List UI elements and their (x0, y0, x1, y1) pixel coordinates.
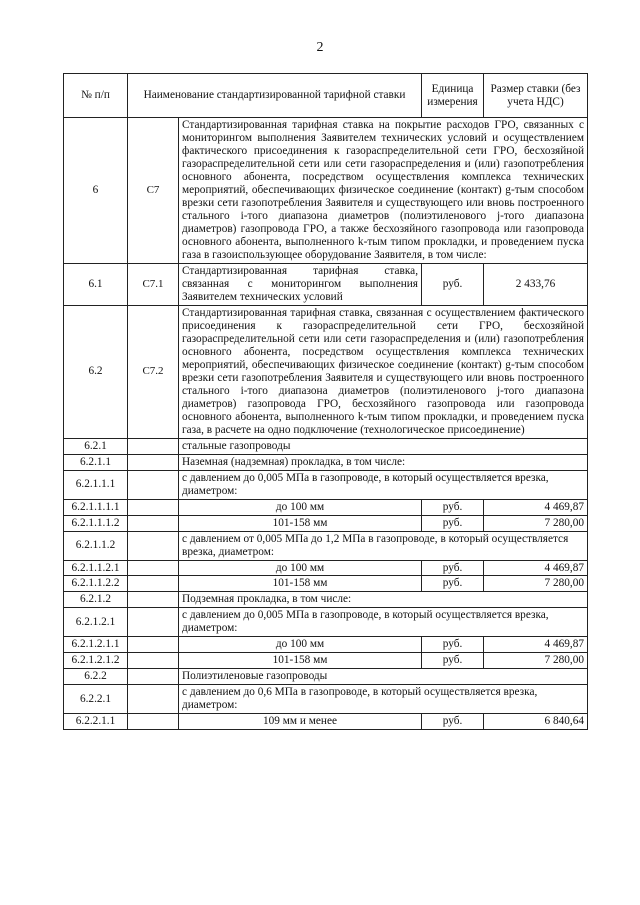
row-number: 6.2.1.1.1 (64, 470, 128, 499)
row-number: 6 (64, 118, 128, 264)
row-code (128, 608, 179, 637)
row-unit: руб. (422, 499, 484, 515)
row-name: Полиэтиленовые газопроводы (179, 669, 588, 685)
row-unit: руб. (422, 560, 484, 576)
row-code (128, 560, 179, 576)
row-number: 6.2.1.1.2 (64, 531, 128, 560)
row-code (128, 653, 179, 669)
row-name: Наземная (надземная) прокладка, в том числе: (179, 454, 588, 470)
table-row (64, 714, 588, 730)
table-row (64, 499, 588, 515)
row-number: 6.2.1.1.2.2 (64, 576, 128, 592)
row-code (128, 637, 179, 653)
row-unit: руб. (422, 576, 484, 592)
row-code (128, 454, 179, 470)
row-unit: руб. (422, 653, 484, 669)
row-name: Стандартизированная тарифная ставка, связанная с осуществлением фактического присоединения к газораспределительной сети ГРО, бесхозяйной газораспределительной сети или сети газораспределения и (или) газопотребления основного абонента, посредством осуществления комплекса технических мероприятий, обеспечивающих физическое соединение (контакт) g-тым способом врезки сети газопотребления Заявителя и существующего или вновь построенного стального i-того диапазона диаметров (полиэтиленового j-того диапазона диаметров) газопровода ГРО, бесхозяйного газопровода или газопровода основного абонента, выполненного k-тым типом прокладки, и проведением пуска газа, в расчете на одно подключение (технологическое присоединение) (179, 305, 588, 438)
row-number: 6.2.2 (64, 669, 128, 685)
row-number: 6.2.1.1.1.1 (64, 499, 128, 515)
table-row (64, 592, 588, 608)
row-code (128, 470, 179, 499)
row-name: Стандартизированная тарифная ставка, связанная с мониторингом выполнения Заявителем технических условий (179, 263, 422, 305)
row-rate: 6 840,64 (484, 714, 588, 730)
row-number: 6.2.1.2 (64, 592, 128, 608)
row-rate: 4 469,87 (484, 560, 588, 576)
table-row (64, 438, 588, 454)
row-rate: 2 433,76 (484, 263, 588, 305)
row-rate: 4 469,87 (484, 499, 588, 515)
table-row (64, 515, 588, 531)
header-no: № п/п (64, 74, 128, 118)
table-header-row (64, 74, 588, 118)
row-code (128, 685, 179, 714)
row-name: 101-158 мм (179, 515, 422, 531)
table-row (64, 653, 588, 669)
row-number: 6.2.2.1.1 (64, 714, 128, 730)
row-name: до 100 мм (179, 499, 422, 515)
row-name: Стандартизированная тарифная ставка на покрытие расходов ГРО, связанных с мониторингом выполнения Заявителем технических условий и осуществлением фактического присоединения к газораспределительной сети ГРО, бесхозяйной газораспределительной сети или сети газораспределения и (или) газопотребления основного абонента, посредством осуществления комплекса технических мероприятий, обеспечивающих физическое соединение (контакт) g-тым способом врезки сети газопотребления Заявителя и существующего или вновь построенного стального i-того диапазона диаметров (полиэтиленового j-того диапазона диаметров) газопровода ГРО, а также бесхозяйного газопровода или газопровода основного абонента, выполненного k-тым типом прокладки, и проведением пуска газа в газоиспользующее оборудование Заявителя, в том числе: (179, 118, 588, 264)
row-number: 6.2.2.1 (64, 685, 128, 714)
row-number: 6.2.1 (64, 438, 128, 454)
row-number: 6.2.1.1 (64, 454, 128, 470)
row-code (128, 531, 179, 560)
row-rate: 7 280,00 (484, 515, 588, 531)
table-row (64, 608, 588, 637)
header-name: Наименование стандартизированной тарифной ставки (128, 74, 422, 118)
row-number: 6.2.1.2.1.2 (64, 653, 128, 669)
row-name: с давлением до 0,6 МПа в газопроводе, в который осуществляется врезка, диаметром: (179, 685, 588, 714)
row-number: 6.2.1.1.1.2 (64, 515, 128, 531)
table-row (64, 263, 588, 305)
row-code (128, 669, 179, 685)
row-number: 6.2 (64, 305, 128, 438)
row-code (128, 714, 179, 730)
row-name: 109 мм и менее (179, 714, 422, 730)
row-name: до 100 мм (179, 637, 422, 653)
table-row (64, 118, 588, 264)
row-code (128, 438, 179, 454)
row-number: 6.2.1.2.1 (64, 608, 128, 637)
table-row (64, 637, 588, 653)
row-unit: руб. (422, 263, 484, 305)
row-name: 101-158 мм (179, 576, 422, 592)
row-name: до 100 мм (179, 560, 422, 576)
row-code (128, 592, 179, 608)
row-name: с давлением от 0,005 МПа до 1,2 МПа в газопроводе, в который осуществляется врезка, диаметром: (179, 531, 588, 560)
row-unit: руб. (422, 714, 484, 730)
page-number: 2 (316, 40, 324, 55)
row-number: 6.2.1.2.1.1 (64, 637, 128, 653)
table-row (64, 669, 588, 685)
table-row (64, 576, 588, 592)
table-row (64, 305, 588, 438)
row-number: 6.2.1.1.2.1 (64, 560, 128, 576)
row-code (128, 515, 179, 531)
row-code (128, 499, 179, 515)
row-name: с давлением до 0,005 МПа в газопроводе, в который осуществляется врезка, диаметром: (179, 470, 588, 499)
row-name: Подземная прокладка, в том числе: (179, 592, 588, 608)
table-row (64, 531, 588, 560)
header-unit: Единица измерения (422, 74, 484, 118)
row-rate: 7 280,00 (484, 653, 588, 669)
table-row (64, 560, 588, 576)
row-code (128, 576, 179, 592)
header-rate: Размер ставки (без учета НДС) (484, 74, 588, 118)
row-name: стальные газопроводы (179, 438, 588, 454)
row-code: С7.1 (128, 263, 179, 305)
row-name: 101-158 мм (179, 653, 422, 669)
row-number: 6.1 (64, 263, 128, 305)
row-rate: 4 469,87 (484, 637, 588, 653)
table-row (64, 685, 588, 714)
table-row (64, 470, 588, 499)
row-name: с давлением до 0,005 МПа в газопроводе, в который осуществляется врезка, диаметром: (179, 608, 588, 637)
row-code: С7.2 (128, 305, 179, 438)
row-unit: руб. (422, 515, 484, 531)
table-row (64, 454, 588, 470)
row-unit: руб. (422, 637, 484, 653)
row-rate: 7 280,00 (484, 576, 588, 592)
row-code: С7 (128, 118, 179, 264)
tariff-table (63, 73, 588, 730)
